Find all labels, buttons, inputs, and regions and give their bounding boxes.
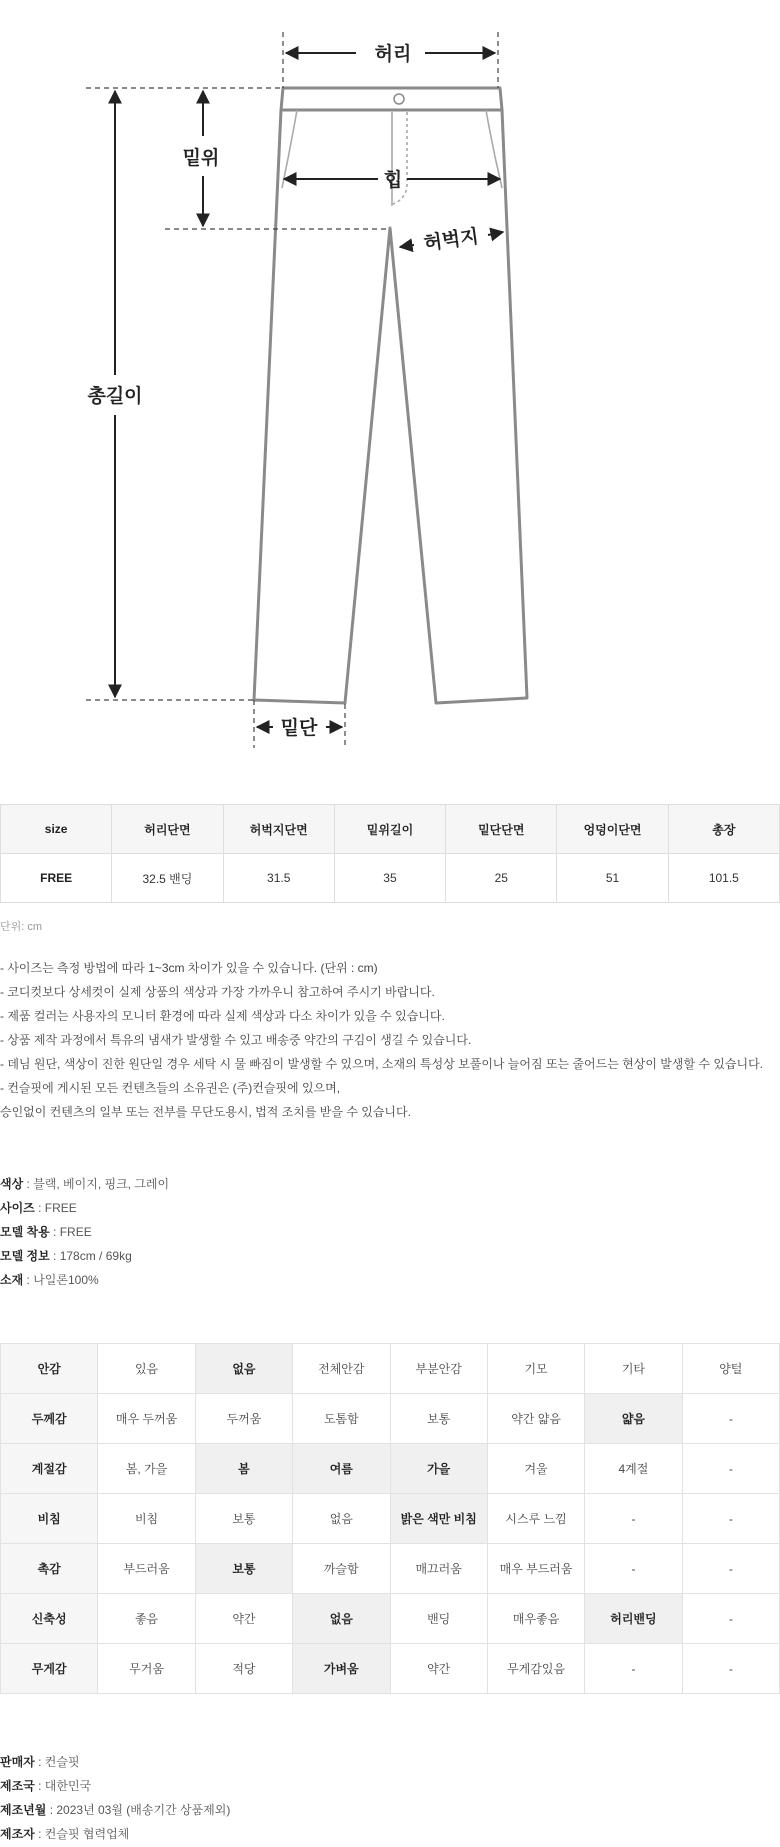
maker-item bbox=[0, 1750, 230, 1774]
feature-cell: 보통 bbox=[390, 1394, 487, 1444]
feature-cell: 보통 bbox=[195, 1544, 292, 1594]
feature-row bbox=[1, 1344, 780, 1394]
maker-item-label: 제조국 bbox=[0, 1779, 35, 1793]
feature-cell: 얇음 bbox=[585, 1394, 682, 1444]
size-table-header-cell: 밑위길이 bbox=[334, 805, 445, 854]
size-table-cell: 35 bbox=[334, 854, 445, 903]
spec-item bbox=[0, 1268, 169, 1292]
feature-row bbox=[1, 1544, 780, 1594]
size-table bbox=[0, 804, 780, 903]
feature-row-label: 무게감 bbox=[1, 1644, 98, 1694]
feature-cell: 가을 bbox=[390, 1444, 487, 1494]
feature-row bbox=[1, 1644, 780, 1694]
notice-item: - 컨슬핏에 게시된 모든 컨텐츠들의 소유권은 (주)컨슬핏에 있으며, bbox=[0, 1081, 341, 1095]
spec-item bbox=[0, 1196, 169, 1220]
feature-cell: 전체안감 bbox=[293, 1344, 390, 1394]
feature-cell: 무거움 bbox=[98, 1644, 195, 1694]
feature-cell: 있음 bbox=[98, 1344, 195, 1394]
feature-cell: 약간 얇음 bbox=[487, 1394, 584, 1444]
feature-cell: 도톰함 bbox=[293, 1394, 390, 1444]
feature-cell: 매우좋음 bbox=[487, 1594, 584, 1644]
feature-cell: - bbox=[585, 1644, 682, 1694]
feature-cell: 봄, 가을 bbox=[98, 1444, 195, 1494]
maker-item-value: : 컨슬핏 협력업체 bbox=[34, 1827, 130, 1841]
feature-cell: 4계절 bbox=[585, 1444, 682, 1494]
feature-table bbox=[0, 1343, 780, 1694]
spec-item-label: 모델 정보 bbox=[0, 1249, 50, 1263]
feature-cell: - bbox=[682, 1494, 779, 1544]
feature-cell: 봄 bbox=[195, 1444, 292, 1494]
feature-cell: 까슬함 bbox=[293, 1544, 390, 1594]
maker-item-label: 제조년월 bbox=[0, 1803, 47, 1817]
product-specs bbox=[0, 1172, 169, 1292]
feature-row-label: 촉감 bbox=[1, 1544, 98, 1594]
notice-item: - 제품 컬러는 사용자의 모니터 환경에 따라 실제 색상과 다소 차이가 있을 수 있습니다. bbox=[0, 1009, 445, 1023]
spec-item-value: : 178cm / 69kg bbox=[49, 1249, 132, 1263]
size-diagram bbox=[0, 0, 780, 760]
spec-item-value: : FREE bbox=[49, 1225, 92, 1239]
feature-cell: 매우 두꺼움 bbox=[98, 1394, 195, 1444]
feature-cell: - bbox=[682, 1544, 779, 1594]
size-table-cell: 25 bbox=[446, 854, 557, 903]
feature-cell: 비침 bbox=[98, 1494, 195, 1544]
thigh-label: 허벅지 bbox=[422, 225, 480, 255]
maker-item-value: : 대한민국 bbox=[34, 1779, 92, 1793]
feature-cell: - bbox=[682, 1644, 779, 1694]
notice-item: - 사이즈는 측정 방법에 따라 1~3cm 차이가 있을 수 있습니다. (단위 : cm) bbox=[0, 961, 378, 975]
feature-row-label: 계절감 bbox=[1, 1444, 98, 1494]
feature-cell: 부드러움 bbox=[98, 1544, 195, 1594]
feature-cell: 없음 bbox=[293, 1494, 390, 1544]
size-table-cell: 51 bbox=[557, 854, 668, 903]
button-icon bbox=[394, 94, 404, 104]
spec-item-label: 색상 bbox=[0, 1177, 24, 1191]
size-table-cell: 32.5 밴딩 bbox=[112, 854, 223, 903]
notice-item: - 코디컷보다 상세컷이 실제 상품의 색상과 가장 가까우니 참고하여 주시기 바랍니다. bbox=[0, 985, 435, 999]
maker-item bbox=[0, 1798, 230, 1822]
feature-cell: 보통 bbox=[195, 1494, 292, 1544]
feature-row bbox=[1, 1444, 780, 1494]
feature-cell: 시스루 느낌 bbox=[487, 1494, 584, 1544]
maker-item bbox=[0, 1774, 230, 1798]
maker-item-value: : 컨슬핏 bbox=[34, 1755, 80, 1769]
feature-cell: 무게감있음 bbox=[487, 1644, 584, 1694]
size-table-row bbox=[1, 854, 780, 903]
unit-note: 단위: cm bbox=[0, 921, 43, 933]
size-table-header bbox=[1, 805, 780, 854]
spec-item-value: : 블랙, 베이지, 핑크, 그레이 bbox=[23, 1177, 170, 1191]
hip-label: 힙 bbox=[383, 169, 403, 191]
feature-cell: 밴딩 bbox=[390, 1594, 487, 1644]
maker-item-label: 판매자 bbox=[0, 1755, 35, 1769]
rise-label: 밑위 bbox=[182, 147, 220, 169]
feature-cell: - bbox=[682, 1394, 779, 1444]
spec-item-label: 소재 bbox=[0, 1273, 24, 1287]
maker-info bbox=[0, 1750, 230, 1846]
spec-item-value: : FREE bbox=[34, 1201, 77, 1215]
size-table-cell: FREE bbox=[1, 854, 112, 903]
feature-cell: 가벼움 bbox=[293, 1644, 390, 1694]
feature-cell: 적당 bbox=[195, 1644, 292, 1694]
feature-row-label: 비침 bbox=[1, 1494, 98, 1544]
feature-cell: 기타 bbox=[585, 1344, 682, 1394]
notice-list bbox=[0, 956, 780, 1124]
feature-cell: 약간 bbox=[390, 1644, 487, 1694]
spec-item-label: 사이즈 bbox=[0, 1201, 35, 1215]
thigh-arrow bbox=[400, 245, 414, 247]
feature-cell: 약간 bbox=[195, 1594, 292, 1644]
notice-item: 승인없이 컨텐츠의 일부 또는 전부를 무단도용시, 법적 조치를 받을 수 있습니다. bbox=[0, 1105, 411, 1119]
feature-cell: 기모 bbox=[487, 1344, 584, 1394]
size-table-cell: 31.5 bbox=[223, 854, 334, 903]
feature-cell: 매우 부드러움 bbox=[487, 1544, 584, 1594]
feature-cell: 겨울 bbox=[487, 1444, 584, 1494]
size-table-header-cell: 총장 bbox=[668, 805, 779, 854]
maker-item-label: 제조자 bbox=[0, 1827, 35, 1841]
feature-cell: - bbox=[682, 1594, 779, 1644]
feature-row-label: 두께감 bbox=[1, 1394, 98, 1444]
feature-cell: - bbox=[682, 1444, 779, 1494]
feature-cell: 매끄러움 bbox=[390, 1544, 487, 1594]
feature-cell: 부분안감 bbox=[390, 1344, 487, 1394]
size-table-header-cell: 엉덩이단면 bbox=[557, 805, 668, 854]
size-table-header-cell: size bbox=[1, 805, 112, 854]
total-length-label: 총길이 bbox=[87, 385, 143, 407]
feature-row bbox=[1, 1594, 780, 1644]
feature-row-label: 안감 bbox=[1, 1344, 98, 1394]
size-table-header-cell: 밑단단면 bbox=[446, 805, 557, 854]
maker-item-value: : 2023년 03월 (배송기간 상품제외) bbox=[46, 1803, 231, 1817]
feature-cell: 여름 bbox=[293, 1444, 390, 1494]
feature-cell: - bbox=[585, 1494, 682, 1544]
spec-item-value: : 나일론100% bbox=[23, 1273, 99, 1287]
feature-cell: 없음 bbox=[195, 1344, 292, 1394]
feature-cell: 양털 bbox=[682, 1344, 779, 1394]
spec-item-label: 모델 착용 bbox=[0, 1225, 50, 1239]
waist-label: 허리 bbox=[374, 43, 412, 65]
feature-cell: - bbox=[585, 1544, 682, 1594]
feature-row-label: 신축성 bbox=[1, 1594, 98, 1644]
notice-item: - 데님 원단, 색상이 진한 원단일 경우 세탁 시 물 빠짐이 발생할 수 있으며, 소재의 특성상 보풀이나 늘어짐 또는 줄어드는 현상이 발생할 수 있습니다. bbox=[0, 1057, 764, 1071]
feature-cell: 두꺼움 bbox=[195, 1394, 292, 1444]
size-table-header-cell: 허리단면 bbox=[112, 805, 223, 854]
spec-item bbox=[0, 1172, 169, 1196]
feature-cell: 좋음 bbox=[98, 1594, 195, 1644]
feature-row bbox=[1, 1394, 780, 1444]
size-table-cell: 101.5 bbox=[668, 854, 779, 903]
notice-item: - 상품 제작 과정에서 특유의 냄새가 발생할 수 있고 배송중 약간의 구김이 생길 수 있습니다. bbox=[0, 1033, 472, 1047]
feature-cell: 허리밴딩 bbox=[585, 1594, 682, 1644]
spec-item bbox=[0, 1220, 169, 1244]
hem-label: 밑단 bbox=[280, 717, 318, 739]
feature-cell: 없음 bbox=[293, 1594, 390, 1644]
feature-row bbox=[1, 1494, 780, 1544]
spec-item bbox=[0, 1244, 169, 1268]
maker-item bbox=[0, 1822, 230, 1846]
feature-cell: 밝은 색만 비침 bbox=[390, 1494, 487, 1544]
size-table-header-cell: 허벅지단면 bbox=[223, 805, 334, 854]
